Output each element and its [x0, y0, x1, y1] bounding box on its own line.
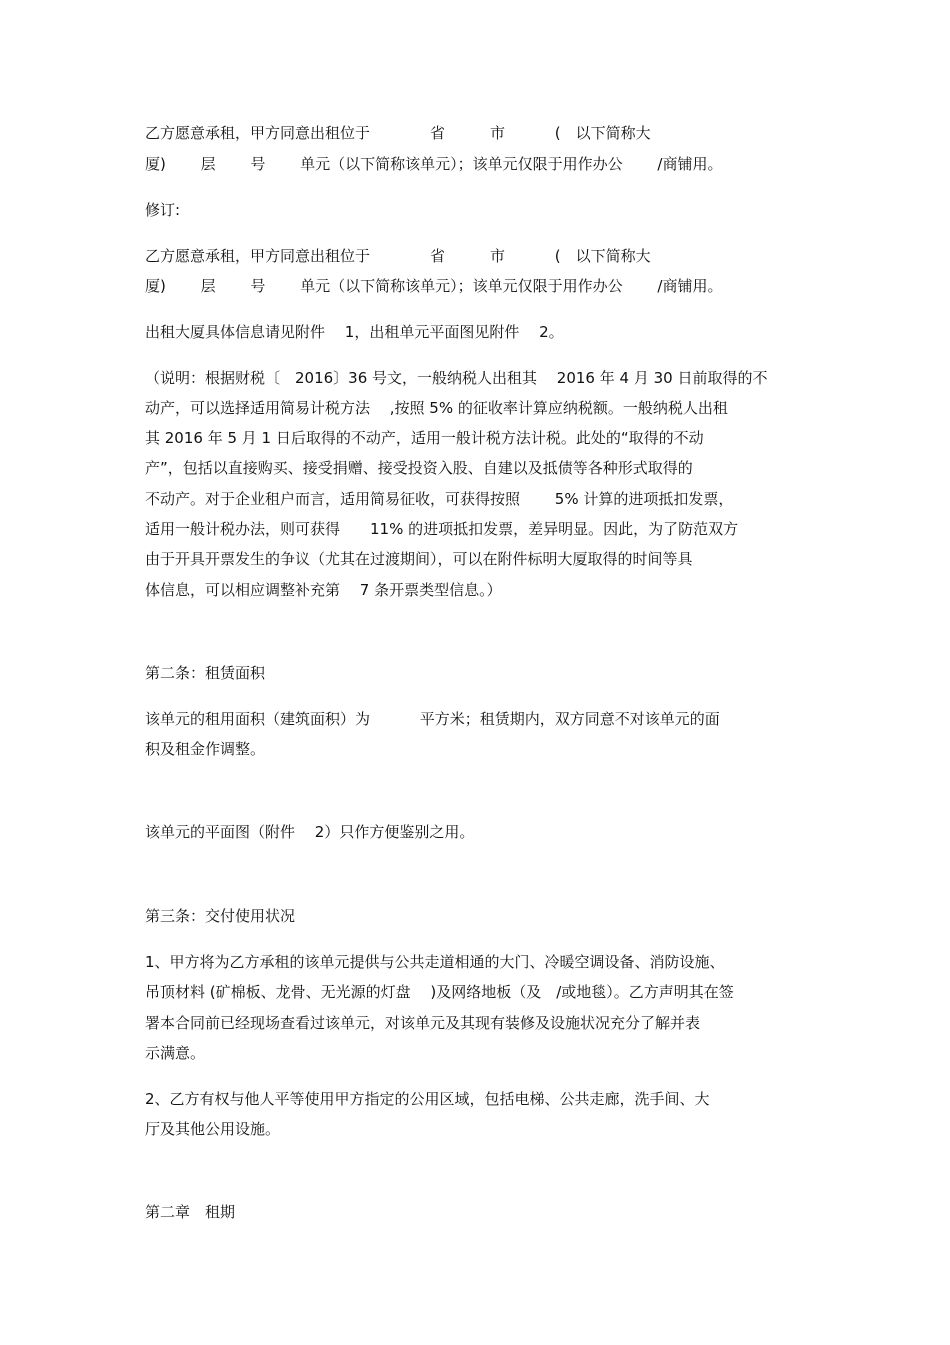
- delivery-item-1-line-3: 署本合同前已经现场查看过该单元，对该单元及其现有装修及设施状况充分了解并表: [145, 1014, 701, 1032]
- delivery-item-1-line-4: 示满意。: [145, 1044, 206, 1062]
- article-3-heading: 第三条：交付使用状况: [145, 907, 296, 925]
- article-2-heading: 第二条：租赁面积: [145, 664, 266, 682]
- floor-plan-note: 该单元的平面图（附件 2）只作方便鉴别之用。: [145, 823, 475, 841]
- delivery-item-2-line-2: 厅及其他公用设施。: [145, 1120, 281, 1138]
- tax-note-line-6: 适用一般计税办法，则可获得 11% 的进项抵扣发票，差异明显。因此，为了防范双方: [145, 520, 739, 538]
- revised-clause-line-1: 乙方愿意承租，甲方同意出租位于 省 市 ( 以下简称大: [145, 247, 651, 265]
- tax-note-line-7: 由于开具开票发生的争议（尤其在过渡期间），可以在附件标明大厦取得的时间等具: [145, 550, 693, 568]
- area-clause-line-2: 积及租金作调整。: [145, 740, 266, 758]
- delivery-item-2-line-1: 2、乙方有权与他人平等使用甲方指定的公用区域，包括电梯、公共走廊，洗手间、大: [145, 1090, 710, 1108]
- chapter-2-heading: 第二章 租期: [145, 1203, 236, 1221]
- area-clause-line-1: 该单元的租用面积（建筑面积）为 平方米；租赁期内，双方同意不对该单元的面: [145, 710, 720, 728]
- revision-label: 修订:: [145, 201, 181, 219]
- tax-note-line-2: 动产，可以选择适用简易计税方法 ,按照 5% 的征收率计算应纳税额。一般纳税人出租: [145, 399, 728, 417]
- clause-1-line-2: 厦) 层 号 单元（以下简称该单元）；该单元仅限于用作办公 /商铺用。: [145, 155, 723, 173]
- clause-1-line-1: 乙方愿意承租，甲方同意出租位于 省 市 ( 以下简称大: [145, 124, 651, 142]
- tax-note-line-3: 其 2016 年 5 月 1 日后取得的不动产，适用一般计税方法计税。此处的“取得的不动: [145, 429, 704, 447]
- tax-note-line-5: 不动产。对于企业租户而言，适用简易征收，可获得按照 5% 计算的进项抵扣发票，: [145, 490, 734, 508]
- tax-note-line-8: 体信息，可以相应调整补充第 7 条开票类型信息。）: [145, 581, 502, 599]
- delivery-item-1-line-2: 吊顶材料 (矿棉板、龙骨、无光源的灯盘 )及网络地板（及 /或地毯）。乙方声明其在签: [145, 983, 734, 1001]
- tax-note-line-1: （说明：根据财税〔 2016〕36 号文，一般纳税人出租其 2016 年 4 月 30 日前取得的不: [145, 369, 768, 387]
- attachment-reference: 出租大厦具体信息请见附件 1，出租单元平面图见附件 2。: [145, 323, 564, 341]
- tax-note-line-4: 产”，包括以直接购买、接受捐赠、接受投资入股、自建以及抵债等各种形式取得的: [145, 459, 693, 477]
- delivery-item-1-line-1: 1、甲方将为乙方承租的该单元提供与公共走道相通的大门、冷暖空调设备、消防设施、: [145, 953, 725, 971]
- revised-clause-line-2: 厦) 层 号 单元（以下简称该单元）；该单元仅限于用作办公 /商铺用。: [145, 277, 723, 295]
